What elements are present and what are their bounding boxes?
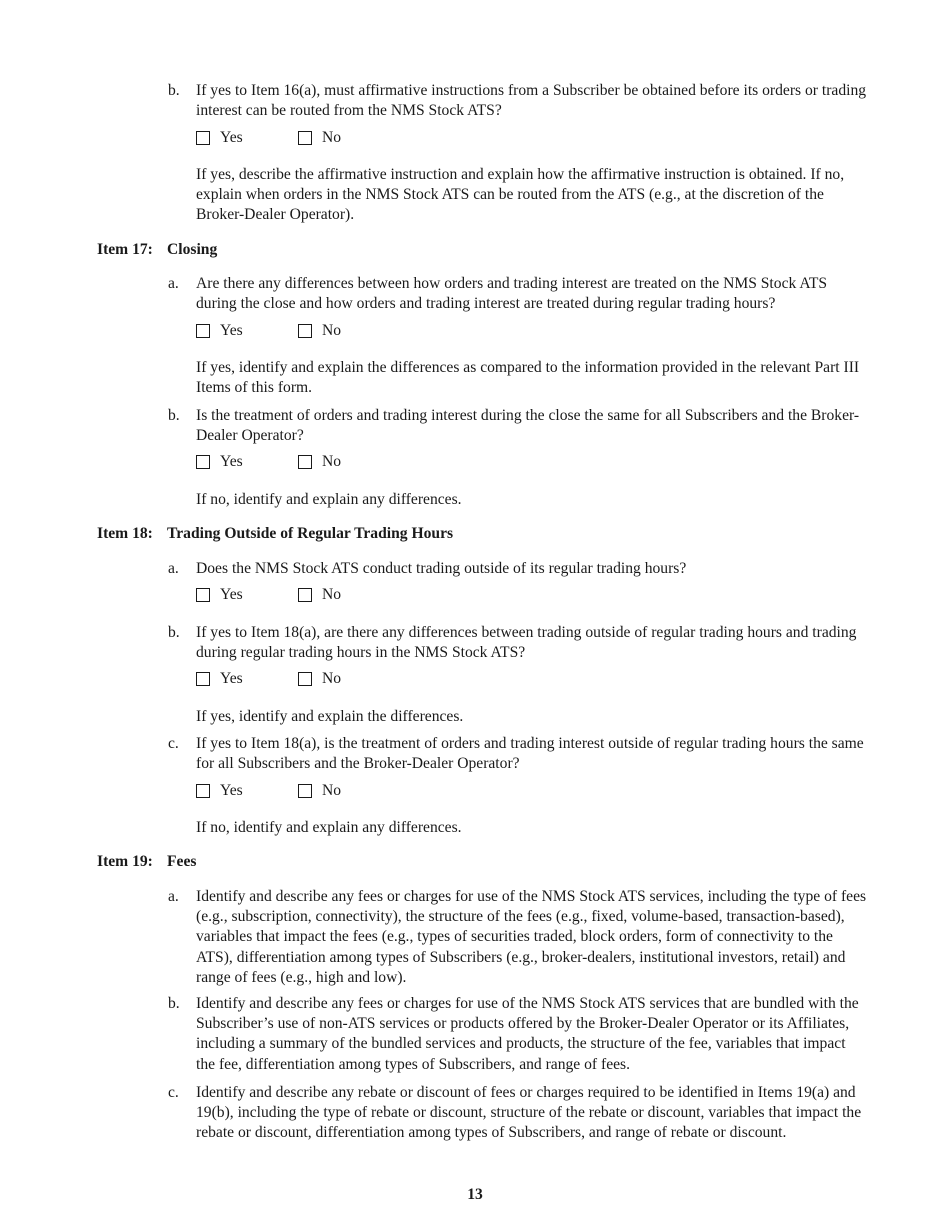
item17-a-yes-option[interactable]: Yes [196,321,243,341]
item16-b-question: If yes to Item 16(a), must affirmative instructions from a Subscriber be obtained before its orders or trading interest can be routed from the NMS Stock ATS? [196,82,867,120]
checkbox-icon[interactable] [196,131,210,145]
item17-title: Closing [167,241,218,258]
page-number: 13 [467,1186,483,1203]
item18-c-no-option[interactable]: No [298,781,341,801]
item18-b-no-option[interactable]: No [298,669,341,689]
item18-b-yes-option[interactable]: Yes [196,669,243,689]
checkbox-icon[interactable] [196,784,210,798]
item19-c-label: c. [168,1084,179,1101]
item17-b-question: Is the treatment of orders and trading interest during the close the same for all Subscribers and the Broker-Dealer Operator? [196,407,860,445]
item19-title: Fees [167,853,197,870]
item19-heading [97,852,196,872]
item18-c-label: c. [168,735,179,752]
item19-a-text: Identify and describe any fees or charges for use of the NMS Stock ATS services, including the type of fees (e.g., subscription, connectivity), the structure of the fees (e.g., fixed, volume-based, transaction-based), variables that impact the fees (e.g., types of securities traded, block orders, form of connectivity to the ATS), differentiation among types of Subscribers (e.g., broker-dealers, institutional investors, retail) and range of fees (e.g., high and low). [196,888,867,986]
item19-number: Item 19: [97,853,153,870]
item18-c-question: If yes to Item 18(a), is the treatment of orders and trading interest outside of regular trading hours the same for all Subscribers and the Broker-Dealer Operator? [196,735,864,773]
item16-b-no-option[interactable]: No [298,128,341,148]
checkbox-icon[interactable] [298,131,312,145]
item18-a-yes-option[interactable]: Yes [196,585,243,605]
item19-b-text: Identify and describe any fees or charges for use of the NMS Stock ATS services that are bundled with the Subscriber’s use of non-ATS services or products offered by the Broker-Dealer Operator or its Affiliates, including a summary of the bundled services and products, the structure of the fee, variables that impact the fee, differentiation among types of Subscribers, and range of fees. [196,995,859,1073]
item17-a-no-option[interactable]: No [298,321,341,341]
checkbox-icon[interactable] [298,672,312,686]
checkbox-icon[interactable] [196,588,210,602]
item16-b-yes-option[interactable]: Yes [196,128,243,148]
checkbox-icon[interactable] [298,784,312,798]
checkbox-icon[interactable] [298,588,312,602]
checkbox-icon[interactable] [196,455,210,469]
item18-a-question: Does the NMS Stock ATS conduct trading outside of its regular trading hours? [196,560,687,577]
item18-c-yes-option[interactable]: Yes [196,781,243,801]
item17-number: Item 17: [97,241,153,258]
checkbox-icon[interactable] [298,324,312,338]
item16-b-instruction: If yes, describe the affirmative instruction and explain how the affirmative instruction is obtained. If no, explain when orders in the NMS Stock ATS can be routed from the ATS (e.g., at the discretion of the Broker-Dealer Operator). [196,166,845,224]
item18-number: Item 18: [97,525,153,542]
item17-b-label: b. [168,407,180,424]
item17-a-question: Are there any differences between how orders and trading interest are treated on the NMS Stock ATS during the close and how orders and trading interest are treated during regular trading hours? [196,275,828,313]
checkbox-icon[interactable] [298,455,312,469]
item19-b-label: b. [168,995,180,1012]
checkbox-icon[interactable] [196,324,210,338]
item17-a-instruction: If yes, identify and explain the differences as compared to the information provided in the relevant Part III Items of this form. [196,359,860,397]
item16-b-label: b. [168,82,180,99]
item17-heading [97,240,217,260]
item18-title: Trading Outside of Regular Trading Hours [167,525,454,542]
item18-heading [97,524,453,544]
item18-a-label: a. [168,560,179,577]
item17-a-label: a. [168,275,179,292]
item19-c-text: Identify and describe any rebate or discount of fees or charges required to be identified in Items 19(a) and 19(b), including the type of rebate or discount, structure of the rebate or discount, variables that impact the rebate or discount, differentiation among types of Subscribers, and range of rebate or discount. [196,1084,862,1142]
item18-b-instruction: If yes, identify and explain the differences. [196,708,464,725]
item18-c-instruction: If no, identify and explain any differences. [196,819,462,836]
item17-b-no-option[interactable]: No [298,452,341,472]
checkbox-icon[interactable] [196,672,210,686]
item18-b-label: b. [168,624,180,641]
item17-b-yes-option[interactable]: Yes [196,452,243,472]
item18-b-question: If yes to Item 18(a), are there any differences between trading outside of regular trading hours and trading during regular trading hours in the NMS Stock ATS? [196,624,857,662]
item19-a-label: a. [168,888,179,905]
item17-b-instruction: If no, identify and explain any differences. [196,491,462,508]
item18-a-no-option[interactable]: No [298,585,341,605]
